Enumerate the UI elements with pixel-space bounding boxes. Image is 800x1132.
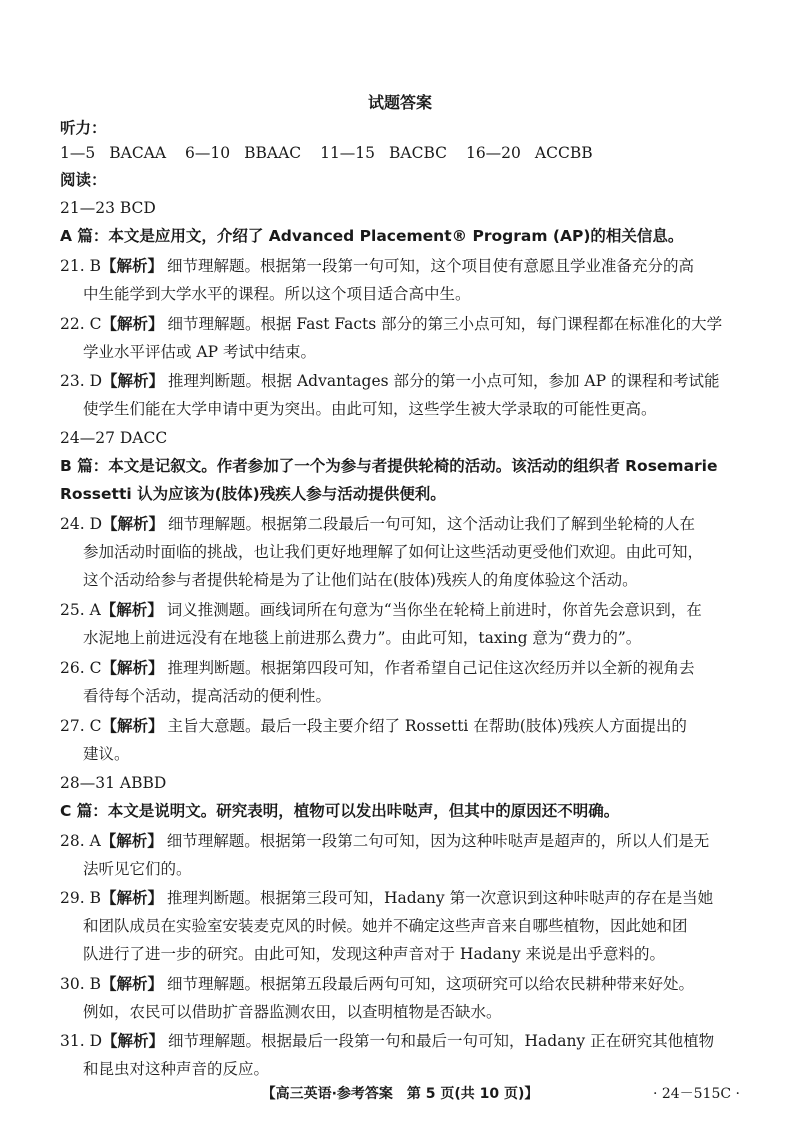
listening-range: 11—15: [320, 144, 376, 162]
analysis-text: 推理判断题。根据 Advantages 部分的第一小点可知，参加 AP 的课程和考试能: [168, 372, 720, 390]
answer-item-28: [60, 831, 750, 851]
analysis-text: 队进行了进一步的研究。由此可知，发现这种声音对于 Hadany 来说是出乎意料的。: [83, 945, 666, 963]
analysis-tag: 【解析】: [102, 1032, 165, 1050]
question-number: 25. A: [60, 601, 101, 619]
answer-item-27: [60, 716, 750, 736]
analysis-text: 推理判断题。根据第三段可知，Hadany 第一次意识到这种咔哒声的存在是当她: [166, 889, 714, 907]
analysis-text: 细节理解题。根据 Fast Facts 部分的第三小点可知，每门课程都在标准化的大学: [167, 315, 723, 333]
question-number: 22. C: [60, 315, 102, 333]
analysis-tag: 【解析】: [102, 372, 165, 390]
section-summary: Rossetti 认为应该为(肢体)残疾人参与活动提供便利。: [60, 485, 446, 503]
analysis-tag: 【解析】: [100, 975, 163, 993]
analysis-text: 细节理解题。根据第五段最后两句可知，这项研究可以给农民耕种带来好处。: [166, 975, 694, 993]
analysis-text: 这个活动给参与者提供轮椅是为了让他们站在(肢体)残疾人的角度体验这个活动。: [83, 571, 638, 589]
analysis-tag: 【解析】: [100, 257, 163, 275]
range-line: 24—27 DACC: [60, 429, 168, 447]
question-number: 27. C: [60, 717, 102, 735]
section-summary: B 篇：本文是记叙文。作者参加了一个为参与者提供轮椅的活动。该活动的组织者 Rosemarie: [60, 457, 718, 475]
answer-item-21: [60, 256, 750, 276]
listening-answer: ACCBB: [534, 144, 593, 162]
analysis-text: 例如，农民可以借助扩音器监测农田，以查明植物是否缺水。: [83, 1003, 502, 1021]
analysis-tag: 【解析】: [101, 659, 164, 677]
analysis-text: 中生能学到大学水平的课程。所以这个项目适合高中生。: [83, 285, 471, 303]
analysis-text: 细节理解题。根据第一段第一句可知，这个项目使有意愿且学业准备充分的高: [166, 257, 694, 275]
question-number: 24. D: [60, 515, 103, 533]
analysis-text: 主旨大意题。最后一段主要介绍了 Rossetti 在帮助(肢体)残疾人方面提出的: [167, 717, 687, 735]
listening-range: 16—20: [465, 144, 521, 162]
analysis-text: 看待每个活动，提高活动的便利性。: [83, 687, 332, 705]
analysis-text: 参加活动时面临的挑战，也让我们更好地理解了如何让这些活动更受他们欢迎。由此可知，: [83, 543, 704, 561]
analysis-text: 细节理解题。根据最后一段第一句和最后一句可知，Hadany 正在研究其他植物: [168, 1032, 715, 1050]
question-number: 30. B: [60, 975, 101, 993]
answer-item-29: [60, 888, 750, 908]
analysis-text: 和团队成员在实验室安装麦克风的时候。她并不确定这些声音来自哪些植物，因此她和团: [83, 917, 688, 935]
question-number: 31. D: [60, 1032, 103, 1050]
analysis-text: 和昆虫对这种声音的反应。: [83, 1060, 270, 1078]
page-title: 试题答案: [367, 93, 432, 112]
analysis-text: 细节理解题。根据第二段最后一句可知，这个活动让我们了解到坐轮椅的人在: [168, 515, 696, 533]
answer-item-23: [60, 371, 750, 391]
question-number: 26. C: [60, 659, 102, 677]
analysis-text: 推理判断题。根据第四段可知，作者希望自己记住这次经历并以全新的视角去: [167, 659, 695, 677]
listening-heading: 听力：: [60, 119, 107, 137]
answer-item-25: [60, 600, 750, 620]
analysis-text: 细节理解题。根据第一段第二句可知，因为这种咔哒声是超声的，所以人们是无: [166, 832, 710, 850]
listening-answers: [60, 143, 750, 163]
analysis-tag: 【解析】: [100, 601, 163, 619]
answer-item-31: [60, 1031, 750, 1051]
question-number: 21. B: [60, 257, 101, 275]
analysis-text: 词义推测题。画线词所在句意为“当你坐在轮椅上前进时，你首先会意识到，在: [166, 601, 702, 619]
analysis-tag: 【解析】: [101, 315, 164, 333]
analysis-text: 水泥地上前进远没有在地毯上前进那么费力”。由此可知，taxing 意为“费力的”。: [83, 629, 642, 647]
analysis-tag: 【解析】: [102, 515, 165, 533]
footer-page-info: 【高三英语·参考答案 第 5 页(共 10 页)】: [261, 1086, 539, 1102]
analysis-tag: 【解析】: [100, 889, 163, 907]
analysis-tag: 【解析】: [100, 832, 163, 850]
analysis-text: 学业水平评估或 AP 考试中结束。: [83, 343, 316, 361]
listening-range: 6—10: [185, 144, 231, 162]
answer-item-22: [60, 314, 750, 334]
range-line: 21—23 BCD: [60, 199, 156, 217]
analysis-text: 建议。: [83, 745, 130, 763]
page-footer: [0, 1083, 800, 1105]
footer-code: · 24－515C ·: [652, 1086, 740, 1102]
analysis-text: 使学生们能在大学申请中更为突出。由此可知，这些学生被大学录取的可能性更高。: [83, 400, 657, 418]
section-summary: A 篇：本文是应用文，介绍了 Advanced Placement® Program (AP)的相关信息。: [60, 227, 684, 245]
reading-heading: 阅读：: [60, 171, 107, 189]
analysis-tag: 【解析】: [101, 717, 164, 735]
answer-item-26: [60, 658, 750, 678]
listening-range: 1—5: [60, 144, 96, 162]
listening-answer: BACAA: [109, 144, 167, 162]
question-number: 23. D: [60, 372, 103, 390]
question-number: 28. A: [60, 832, 101, 850]
range-line: 28—31 ABBD: [60, 774, 167, 792]
analysis-text: 法听见它们的。: [83, 860, 192, 878]
answer-item-30: [60, 974, 750, 994]
listening-answer: BACBC: [389, 144, 448, 162]
question-number: 29. B: [60, 889, 101, 907]
section-summary: C 篇：本文是说明文。研究表明，植物可以发出咔哒声，但其中的原因还不明确。: [60, 802, 620, 820]
listening-answer: BBAAC: [244, 144, 302, 162]
answer-item-24: [60, 514, 750, 534]
